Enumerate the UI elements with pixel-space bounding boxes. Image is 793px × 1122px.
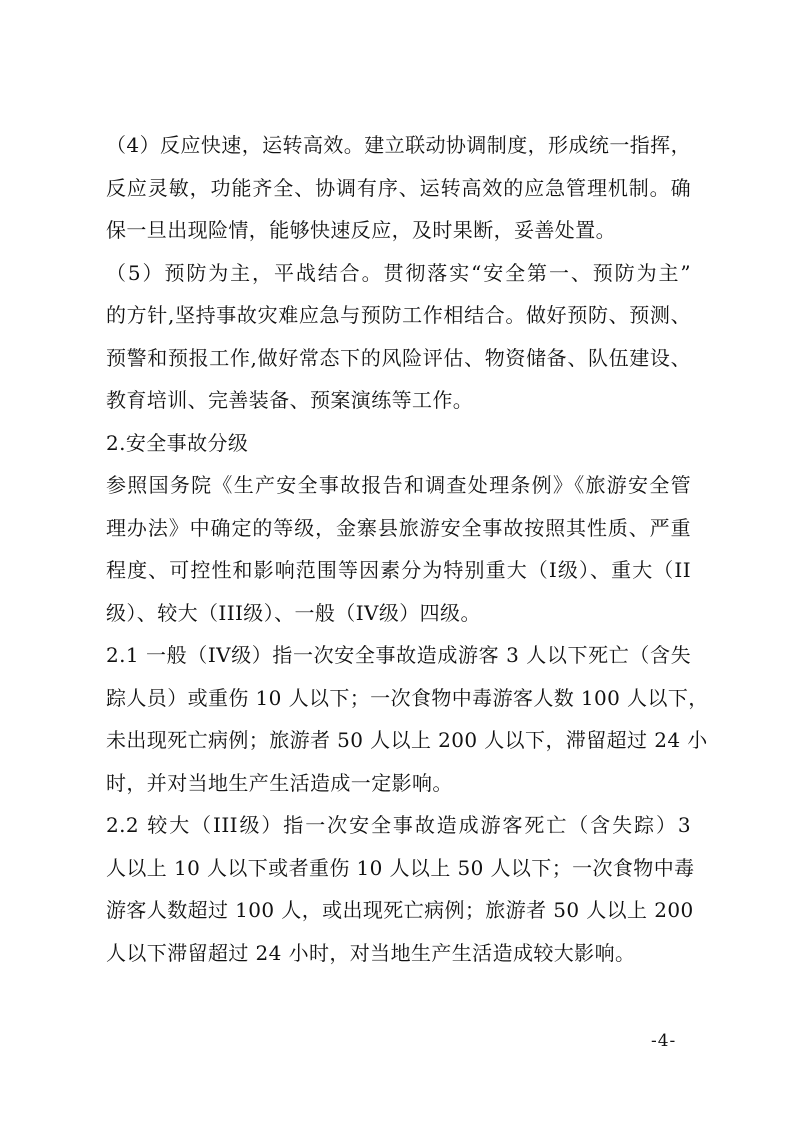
paragraph	[106, 464, 691, 634]
text-line: 踪人员）或重伤 10 人以下；一次食物中毒游客人数 100 人以下，	[106, 685, 709, 710]
paragraph	[106, 422, 691, 465]
paragraph	[106, 124, 691, 252]
text-line: 反应灵敏，功能齐全、协调有序、运转高效的应急管理机制。确	[106, 175, 691, 200]
text-line: 2.安全事故分级	[106, 430, 249, 455]
text-line: 2.1 一般（IV级）指一次安全事故造成游客 3 人以下死亡（含失	[106, 643, 691, 667]
paragraph	[106, 634, 709, 804]
paragraph	[106, 804, 695, 974]
text-line: （5）预防为主，平战结合。贯彻落实“安全第一、预防为主”	[106, 260, 691, 285]
text-line: 级）、较大（III级）、一般（IV级）四级。	[106, 600, 481, 625]
text-line: 未出现死亡病例；旅游者 50 人以上 200 人以下，滞留超过 24 小	[106, 728, 708, 752]
text-line: 理办法》中确定的等级，金寨县旅游安全事故按照其性质、严重	[106, 515, 691, 540]
paragraph	[106, 252, 691, 422]
text-line: 人以上 10 人以下或者重伤 10 人以上 50 人以下；一次食物中毒	[106, 855, 695, 880]
text-line: 预警和预报工作,做好常态下的风险评估、物资储备、队伍建设、	[106, 345, 691, 370]
text-line: 参照国务院《生产安全事故报告和调查处理条例》《旅游安全管	[106, 473, 691, 497]
text-line: 教育培训、完善装备、预案演练等工作。	[106, 388, 474, 412]
text-line: 游客人数超过 100 人，或出现死亡病例；旅游者 50 人以上 200	[106, 898, 694, 922]
document-body	[106, 124, 709, 974]
text-line: 保一旦出现险情，能够快速反应，及时果断，妥善处置。	[106, 218, 616, 242]
text-line: 2.2 较大（III级）指一次安全事故造成游客死亡（含失踪）3	[106, 813, 691, 837]
text-line: （4）反应快速，运转高效。建立联动协调制度，形成统一指挥，	[106, 133, 691, 157]
page-number: -4-	[651, 1031, 677, 1051]
text-line: 的方针,坚持事故灾难应急与预防工作相结合。做好预防、预测、	[106, 303, 691, 327]
text-line: 程度、可控性和影响范围等因素分为特别重大（I级）、重大（II	[106, 558, 691, 582]
text-line: 时，并对当地生产生活造成一定影响。	[106, 770, 453, 795]
text-line: 人以下滞留超过 24 小时，对当地生产生活造成较大影响。	[106, 940, 636, 965]
